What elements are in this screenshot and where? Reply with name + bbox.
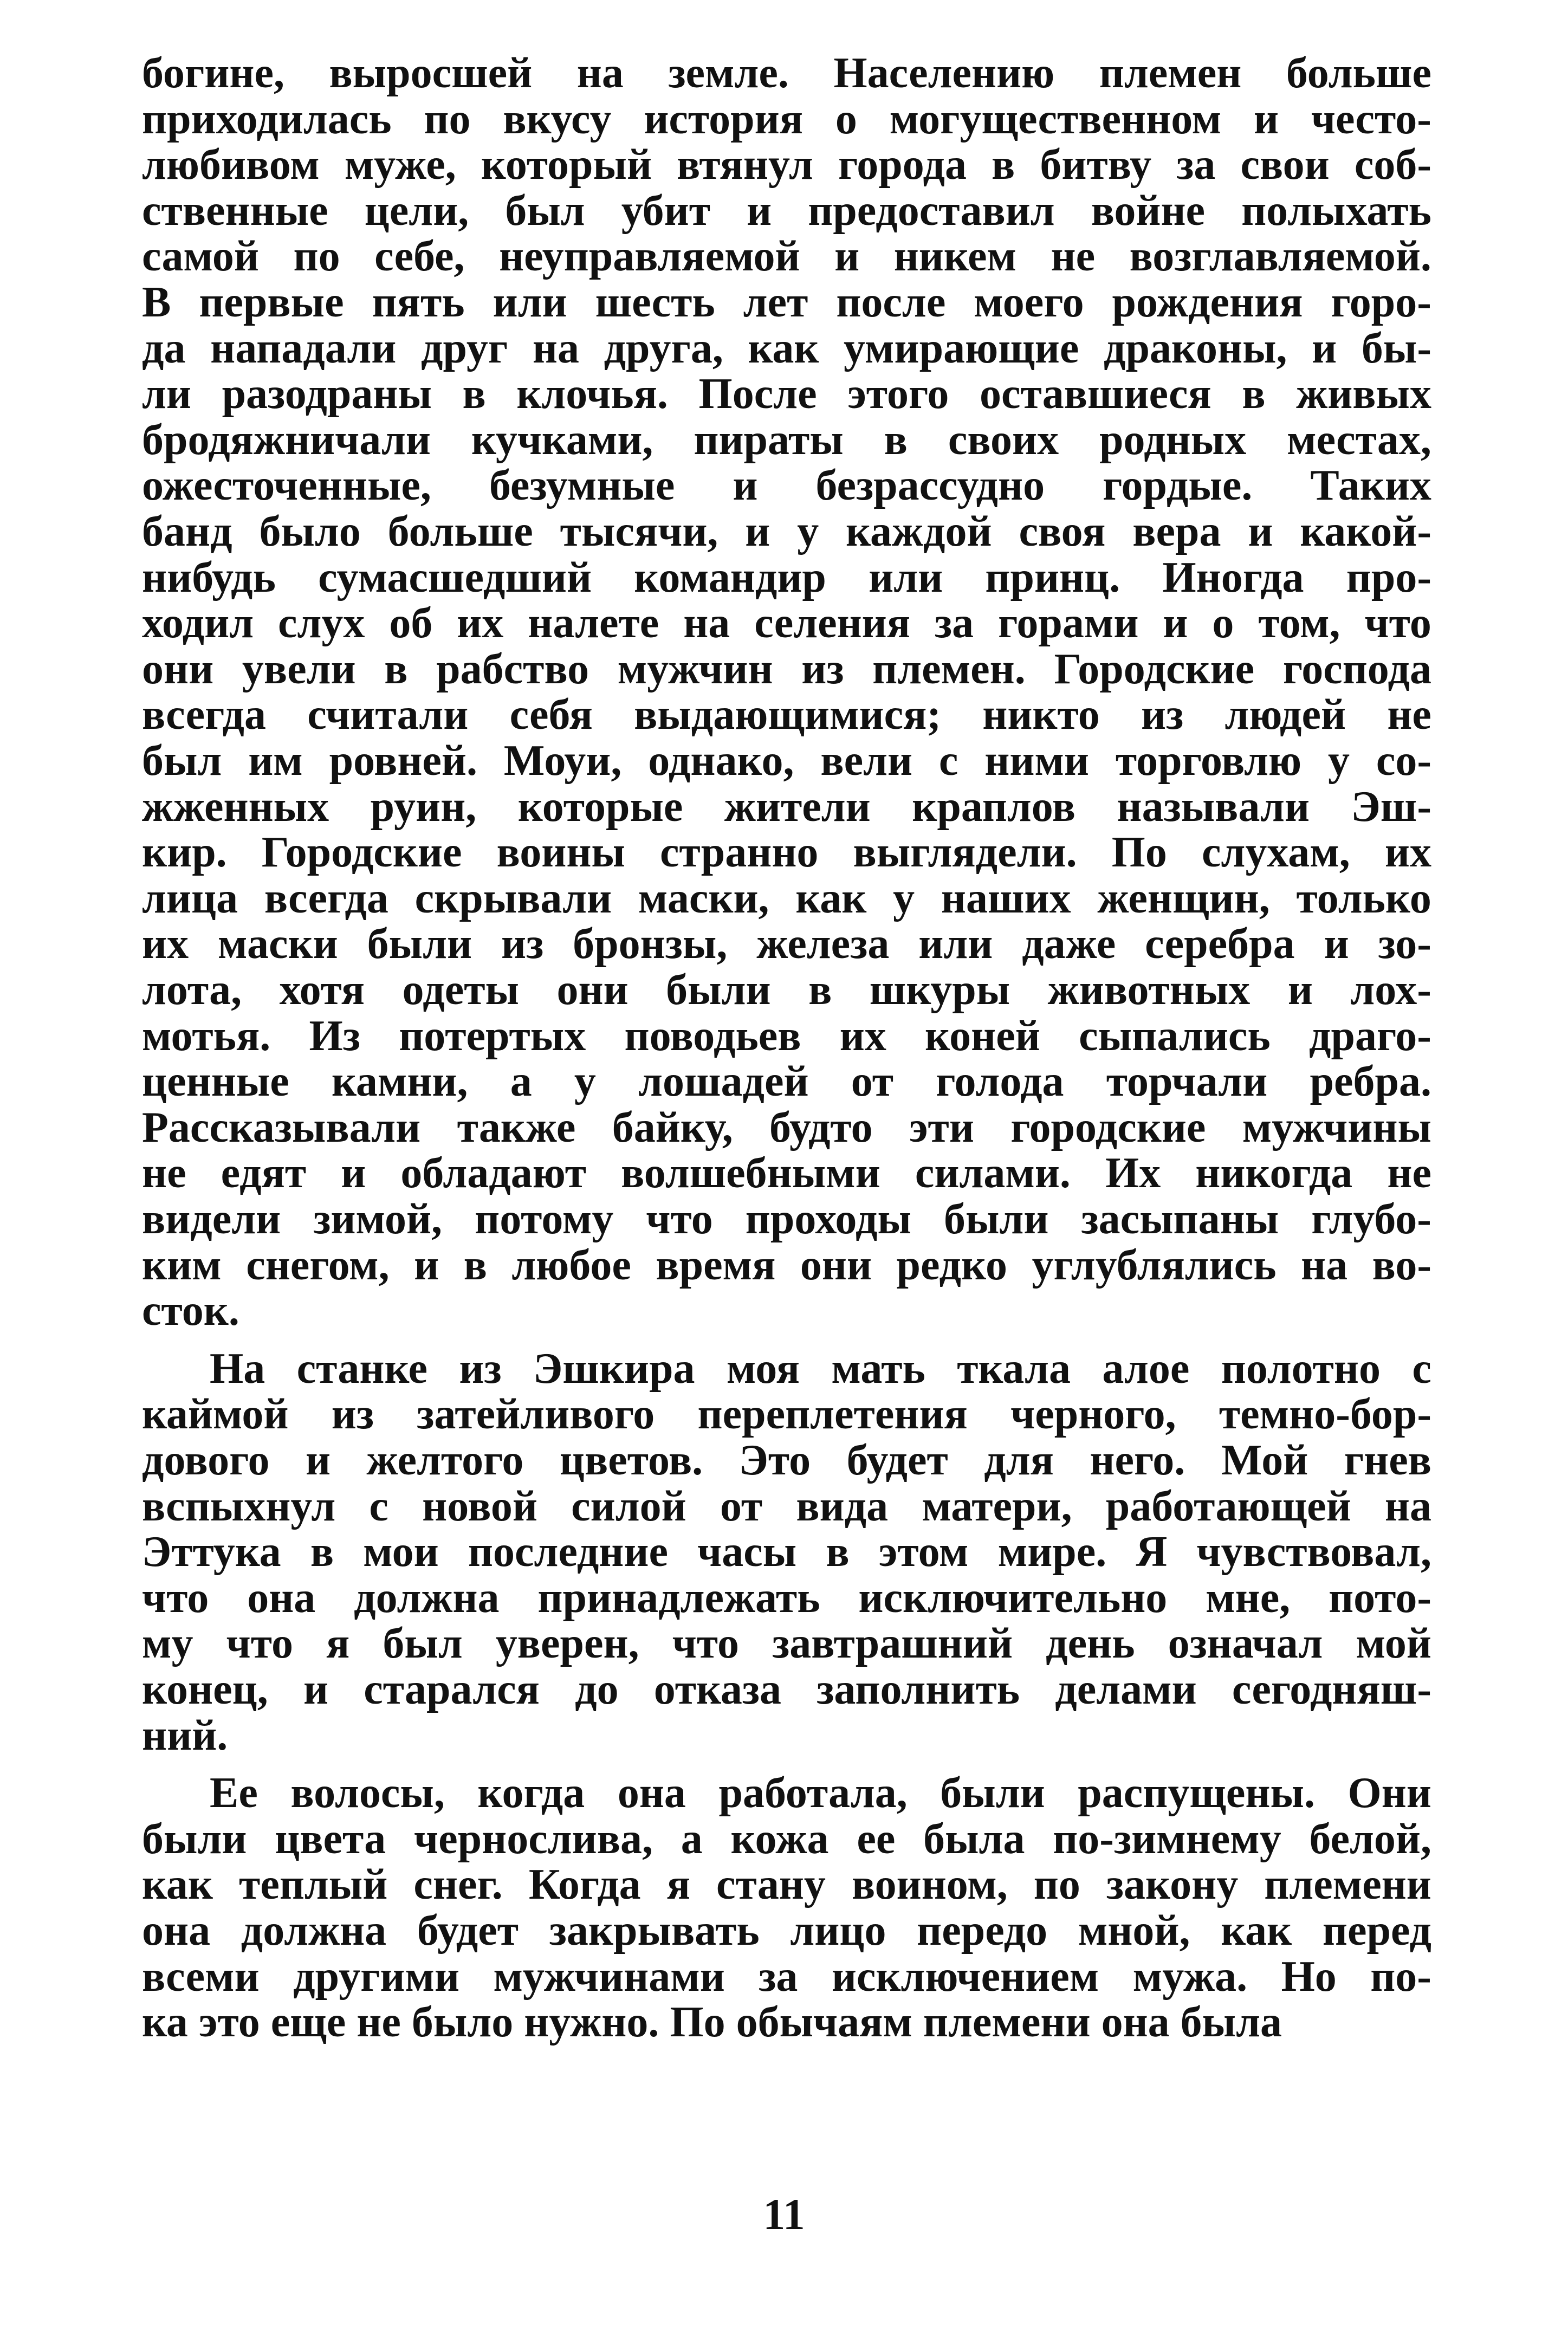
text-line: что она должна принадлежать исключительно мне, пото- [142,1574,1431,1622]
text-line: Ее волосы, когда она работала, были распущены. Они [210,1769,1431,1817]
text-line: да нападали друг на друга, как умирающие драконы, и бы- [142,324,1431,372]
text-line: ходил слух об их налете на селения за горами и о том, что [142,599,1431,648]
text-line: всеми другими мужчинами за исключением мужа. Но по- [142,1952,1431,2001]
text-line: лица всегда скрывали маски, как у наших женщин, только [142,874,1431,922]
text-line: мотья. Из потертых поводьев их коней сыпались драго- [142,1012,1431,1060]
text-line: не едят и обладают волшебными силами. Их никогда не [142,1149,1431,1198]
text-line: их маски были из бронзы, железа или даже серебра и зо- [142,920,1431,968]
text-line: был им ровней. Моуи, однако, вели с ними торговлю у со- [142,737,1431,785]
text-line: кир. Городские воины странно выглядели. По слухам, их [142,829,1431,877]
text-line: му что я был уверен, что завтрашний день означал мой [142,1620,1431,1668]
text-line: она должна будет закрывать лицо передо мной, как перед [142,1907,1431,1954]
text-line: видели зимой, потому что проходы были засыпаны глубо- [142,1195,1431,1243]
text-line: банд было больше тысячи, и у каждой своя вера и какой- [142,508,1431,555]
text-line: сток. [142,1287,239,1335]
text-line: ний. [142,1711,228,1759]
text-line: приходилась по вкусу история о могущественном и често- [142,95,1431,143]
text-line: ценные камни, а у лошадей от голода торчали ребра. [142,1058,1431,1106]
text-line: На станке из Эшкира моя мать ткала алое полотно с [210,1344,1431,1393]
text-line: В первые пять или шесть лет после моего рождения горо- [142,279,1431,326]
text-line: бродяжничали кучками, пираты в своих родных местах, [142,416,1431,464]
text-line: как теплый снег. Когда я стану воином, по закону племени [142,1861,1431,1909]
text-line: ка это еще не было нужно. По обычаям племени она была [142,1998,1282,2047]
text-line: каймой из затейливого переплетения черного, темно-бор- [142,1390,1431,1439]
text-line: были цвета чернослива, а кожа ее была по-зимнему белой, [142,1815,1431,1863]
text-line: Рассказывали также байку, будто эти городские мужчины [142,1103,1431,1151]
text-line: жженных руин, которые жители краплов называли Эш- [142,782,1431,831]
text-line: самой по себе, неуправляемой и никем не возглавляемой. [142,232,1431,281]
text-line: Эттука в мои последние часы в этом мире. Я чувствовал, [142,1528,1431,1576]
text-line: ожесточенные, безумные и безрассудно гордые. Таких [142,462,1431,510]
text-line: любивом муже, который втянул города в битву за свои соб- [142,141,1431,189]
text-line: вспыхнул с новой силой от вида матери, работающей на [142,1482,1431,1530]
text-line: ли разодраны в клочья. После этого оставшиеся в живых [142,370,1431,418]
text-line: ственные цели, был убит и предоставил войне полыхать [142,186,1431,235]
text-line: дового и желтого цветов. Это будет для него. Мой гнев [142,1436,1431,1484]
text-line: нибудь сумасшедший командир или принц. Иногда про- [142,553,1431,601]
text-line: конец, и старался до отказа заполнить делами сегодняш- [142,1666,1431,1713]
text-line: всегда считали себя выдающимися; никто из людей не [142,691,1431,739]
text-line: ким снегом, и в любое время они редко углублялись на во- [142,1241,1431,1289]
page-number: 11 [763,2190,805,2239]
text-line: богине, выросшей на земле. Населению племен больше [142,49,1431,97]
text-line: они увели в рабство мужчин из племен. Городские господа [142,645,1431,693]
text-line: лота, хотя одеты они были в шкуры животных и лох- [142,966,1431,1014]
